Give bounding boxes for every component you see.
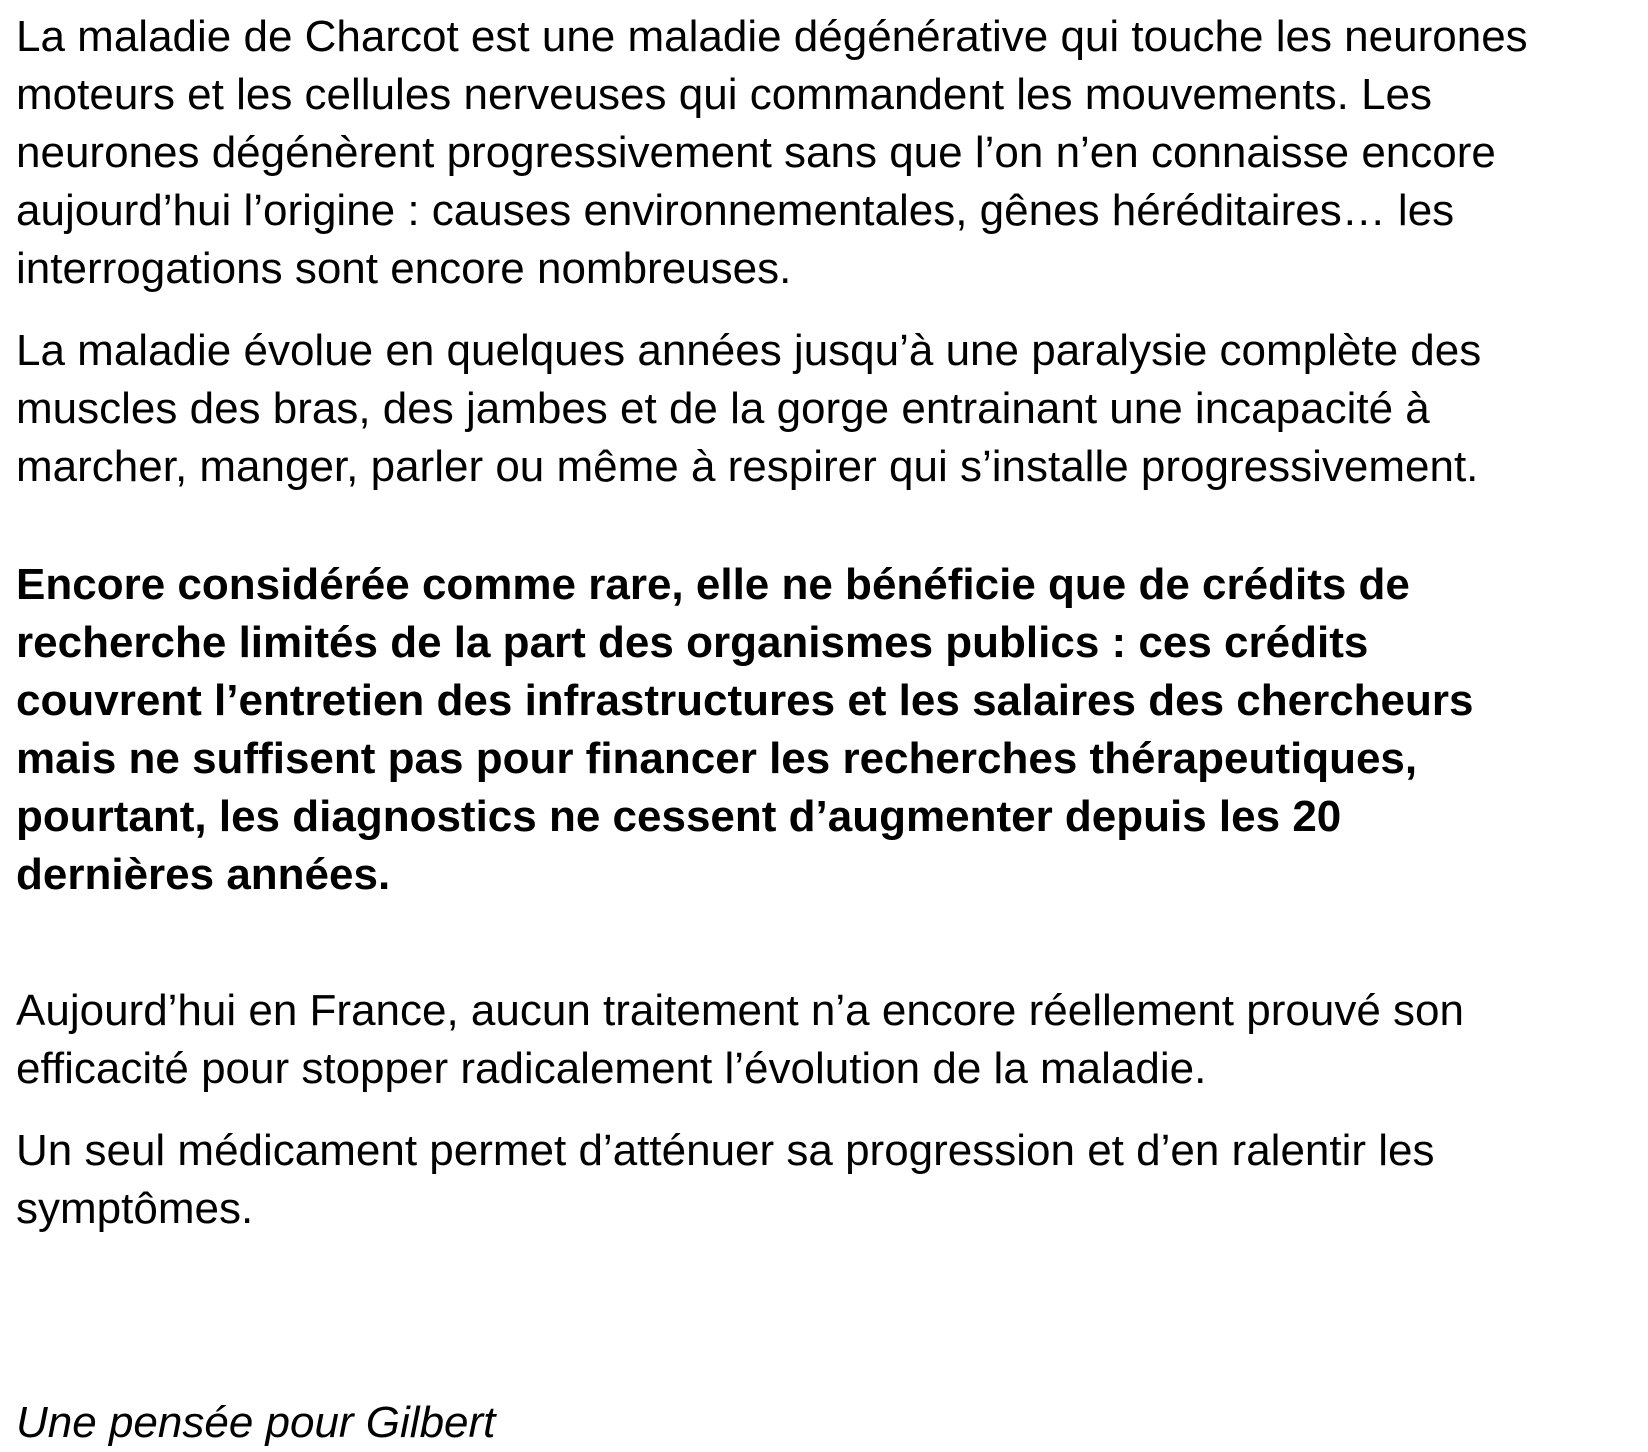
document-page xyxy=(16,8,1636,1452)
paragraph-disease-evolution: La maladie évolue en quelques années jusqu’à une paralysie complète des muscles des bras, des jambes et de la gorge entrainant une incapacité à marcher, manger, parler ou même à respirer qui s’installe progressivement. xyxy=(16,326,1482,491)
paragraph-charcot-definition: La maladie de Charcot est une maladie dégénérative qui touche les neurones moteurs et les cellules nerveuses qui commandent les mouvements. Les neurones dégénèrent progressivement sans que l’on n’en connaisse encore aujourd’hui l’origine : causes environnementales, gênes héréditaires… les interrogations sont encore nombreuses. xyxy=(16,12,1528,293)
paragraph-research-funding: Encore considérée comme rare, elle ne bénéficie que de crédits de recherche limités de la part des organismes publics : ces crédits couvrent l’entretien des infrastructures et les salaires des chercheurs mais ne suffisent pas pour financer les recherches thérapeutiques, pourtant, les diagnostics ne cessent d’augmenter depuis les 20 dernières années. xyxy=(16,560,1474,899)
signature-line: Une pensée pour Gilbert xyxy=(16,1398,496,1447)
paragraph-no-treatment: Aujourd’hui en France, aucun traitement n’a encore réellement prouvé son efficacité pour stopper radicalement l’évolution de la maladie. xyxy=(16,986,1464,1093)
paragraph-single-medication: Un seul médicament permet d’atténuer sa progression et d’en ralentir les symptômes. xyxy=(16,1126,1435,1233)
